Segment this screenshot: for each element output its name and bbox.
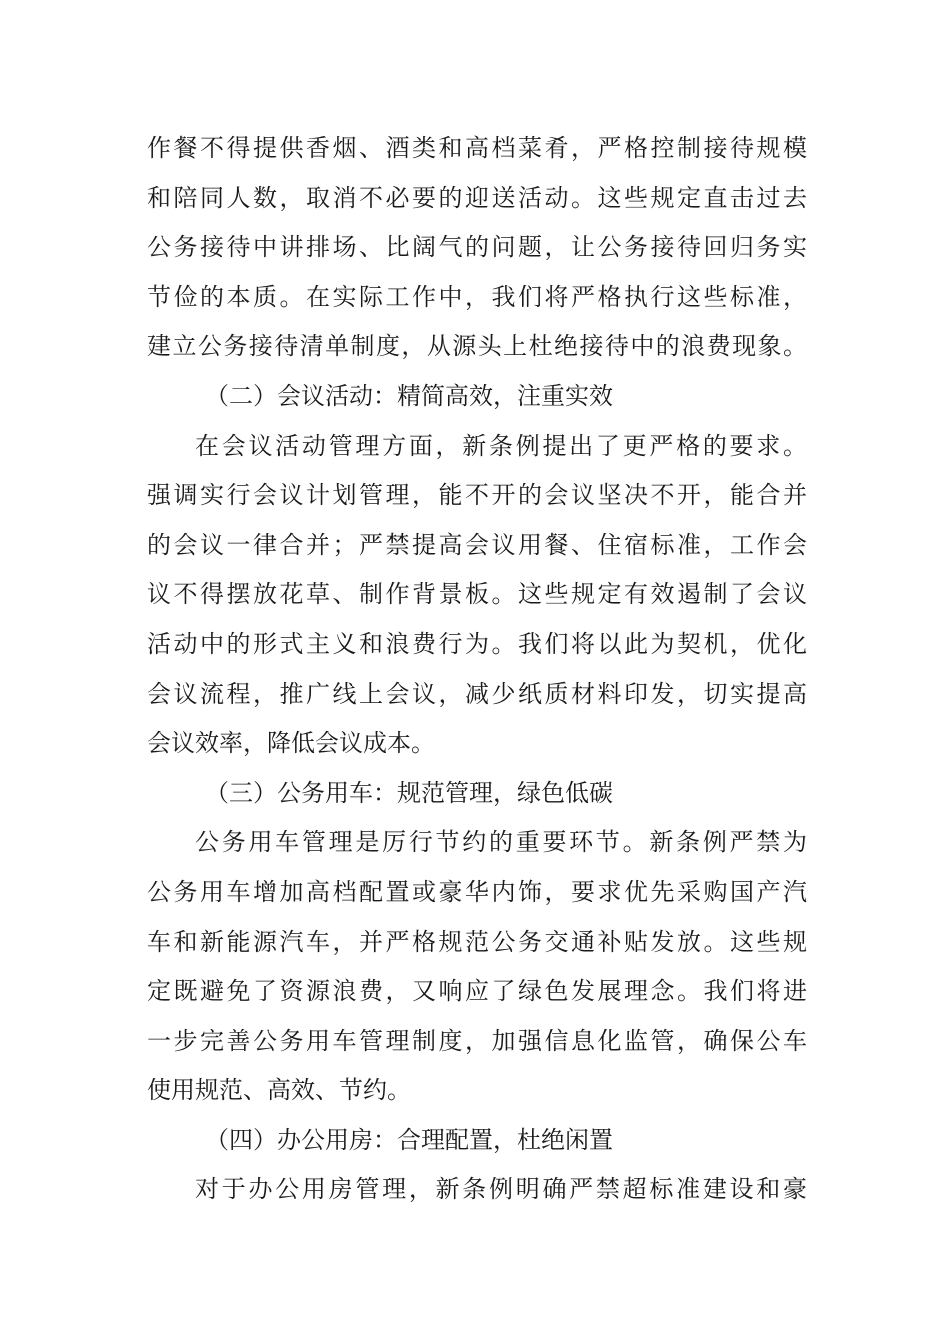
body-line: 的会议一律合并；严禁提高会议用餐、住宿标准，工作会 <box>147 530 807 559</box>
section-heading-3: （三）公务用车：规范管理，绿色低碳 <box>205 778 613 807</box>
body-line: 强调实行会议计划管理，能不开的会议坚决不开，能合并 <box>147 481 807 510</box>
document-body <box>147 124 807 1215</box>
paragraph-last-line: 使用规范、高效、节约。 <box>147 1076 411 1105</box>
body-line: 议不得摆放花草、制作背景板。这些规定有效遏制了会议 <box>147 580 807 609</box>
body-line: 公务接待中讲排场、比阔气的问题，让公务接待回归务实 <box>147 233 807 262</box>
body-line: 节俭的本质。在实际工作中，我们将严格执行这些标准， <box>147 282 807 311</box>
body-line: 建立公务接待清单制度，从源头上杜绝接待中的浪费现象。 <box>147 332 807 361</box>
body-line: 活动中的形式主义和浪费行为。我们将以此为契机，优化 <box>147 629 807 658</box>
paragraph-first-line: 对于办公用房管理，新条例明确严禁超标准建设和豪 <box>195 1175 807 1204</box>
section-heading-4: （四）办公用房：合理配置，杜绝闲置 <box>205 1125 613 1154</box>
section-heading-2: （二）会议活动：精简高效，注重实效 <box>205 381 613 410</box>
body-line: 定既避免了资源浪费，又响应了绿色发展理念。我们将进 <box>147 977 807 1006</box>
body-line: 一步完善公务用车管理制度，加强信息化监管，确保公车 <box>147 1026 807 1055</box>
body-line: 会议流程，推广线上会议，减少纸质材料印发，切实提高 <box>147 679 807 708</box>
body-line: 公务用车增加高档配置或豪华内饰，要求优先采购国产汽 <box>147 877 807 906</box>
paragraph-first-line: 在会议活动管理方面，新条例提出了更严格的要求。 <box>195 431 807 460</box>
paragraph-first-line: 公务用车管理是厉行节约的重要环节。新条例严禁为 <box>195 828 807 857</box>
paragraph-last-line: 会议效率，降低会议成本。 <box>147 729 435 758</box>
body-line: 作餐不得提供香烟、酒类和高档菜肴，严格控制接待规模 <box>147 134 807 162</box>
body-line: 和陪同人数，取消不必要的迎送活动。这些规定直击过去 <box>147 183 807 212</box>
body-line: 车和新能源汽车，并严格规范公务交通补贴发放。这些规 <box>147 927 807 956</box>
